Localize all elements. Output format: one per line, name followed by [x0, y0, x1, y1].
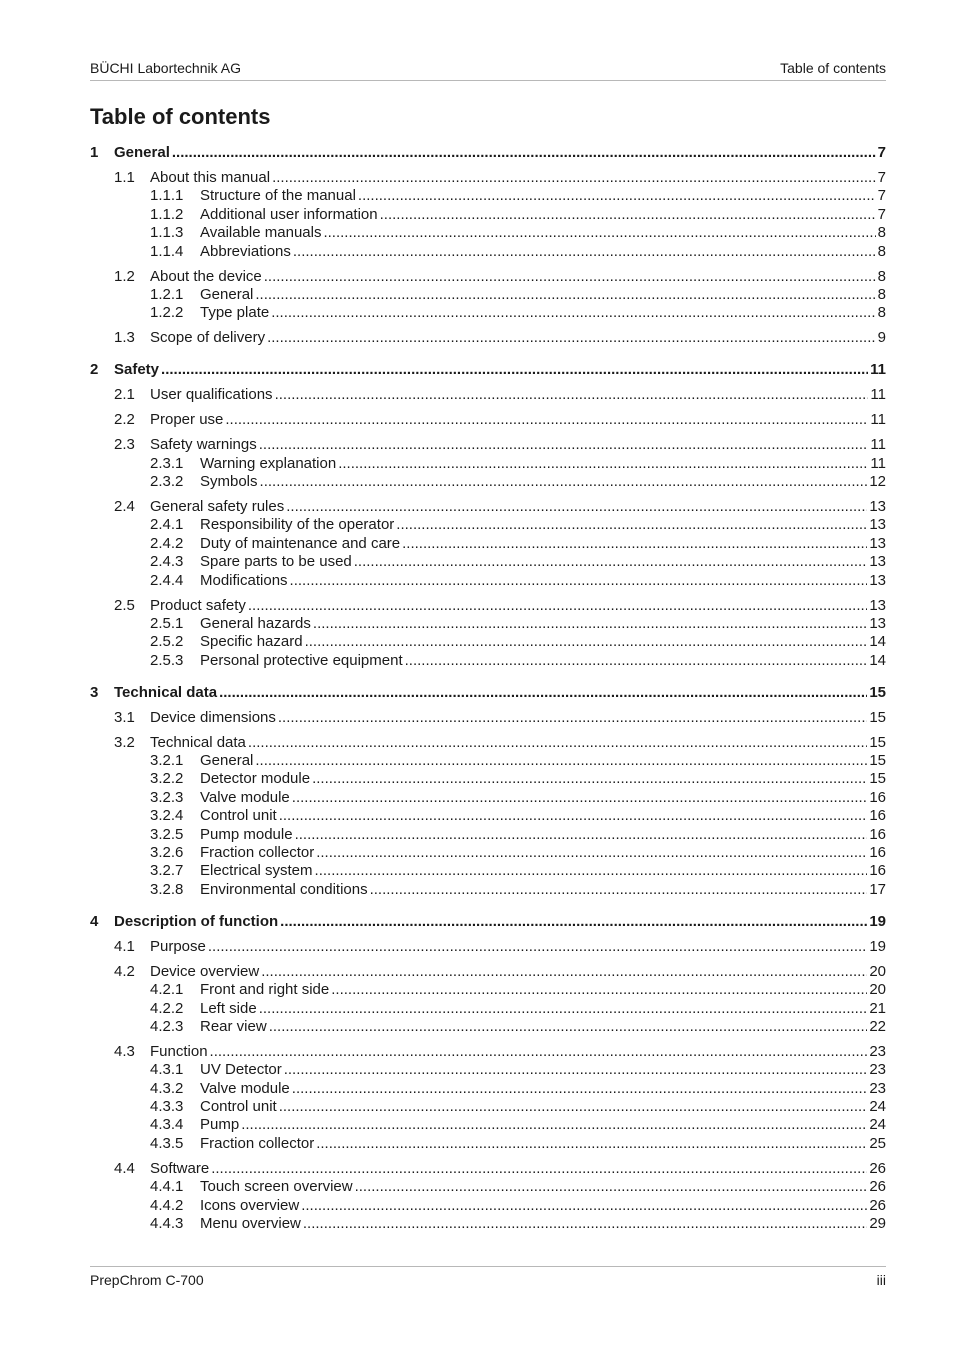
toc-entry[interactable] [90, 807, 886, 825]
toc-dot-leader [275, 386, 869, 404]
toc-dot-leader [354, 553, 868, 571]
toc-entry[interactable] [90, 144, 886, 162]
toc-dot-leader [161, 361, 868, 379]
toc-entry-title: General [200, 285, 254, 303]
toc-entry-number: 1 [90, 144, 99, 161]
toc-entry[interactable] [90, 1215, 886, 1233]
toc-entry-number: 4.3.3 [150, 1098, 184, 1116]
toc-entry[interactable] [90, 709, 886, 727]
toc-entry-page: 15 [869, 733, 886, 751]
toc-entry[interactable] [90, 329, 886, 347]
toc-entry-page: 13 [869, 553, 886, 571]
toc-entry-page: 8 [877, 285, 886, 303]
header-section: Table of contents [780, 60, 886, 76]
toc-entry-number: 1.1.4 [150, 242, 184, 260]
toc-entry-page: 14 [869, 651, 886, 669]
toc-dot-leader [284, 1061, 868, 1079]
toc-entry[interactable] [90, 615, 886, 633]
toc-entry-title: Detector module [200, 770, 311, 788]
toc-dot-leader [260, 473, 868, 491]
toc-entry[interactable] [90, 844, 886, 862]
toc-entry[interactable] [90, 633, 886, 651]
toc-entry-title: Function [150, 1042, 208, 1060]
toc-entry-number: 4.2 [114, 962, 135, 980]
toc-dot-leader [248, 597, 867, 615]
toc-dot-leader [286, 498, 867, 516]
toc-entry[interactable] [90, 455, 886, 473]
toc-dot-leader [210, 1043, 868, 1061]
toc-entry-number: 4.4.2 [150, 1196, 184, 1214]
toc-entry[interactable] [90, 187, 886, 205]
toc-dot-leader [261, 963, 867, 981]
toc-entry-page: 9 [877, 329, 886, 347]
toc-dot-leader [323, 224, 875, 242]
toc-entry-page: 16 [869, 825, 886, 843]
toc-entry-number: 3.1 [114, 708, 135, 726]
toc-entry-page: 20 [869, 962, 886, 980]
toc-entry-title: Technical data [114, 683, 218, 701]
toc-entry-page: 11 [870, 454, 886, 472]
toc-dot-leader [267, 329, 876, 347]
toc-entry[interactable] [90, 652, 886, 670]
toc-entry[interactable] [90, 981, 886, 999]
toc-entry-number: 4.2.2 [150, 999, 184, 1017]
toc-entry-title: Pump module [200, 825, 293, 843]
toc-dot-leader [293, 243, 876, 261]
toc-entry[interactable] [90, 1178, 886, 1196]
table-of-contents [90, 144, 886, 1233]
toc-entry-page: 23 [869, 1079, 886, 1097]
toc-dot-leader [358, 187, 876, 205]
toc-entry-title: Available manuals [200, 224, 322, 242]
toc-entry-page: 23 [869, 1061, 886, 1079]
toc-entry-page: 29 [869, 1215, 886, 1233]
toc-entry-page: 7 [877, 187, 886, 205]
toc-dot-leader [241, 1116, 867, 1134]
toc-entry-page: 11 [870, 386, 886, 404]
toc-entry-page: 8 [877, 267, 886, 285]
toc-entry-page: 16 [869, 788, 886, 806]
toc-entry-title: Environmental conditions [200, 880, 368, 898]
toc-entry-title: Symbols [200, 473, 258, 491]
toc-entry[interactable] [90, 1000, 886, 1018]
toc-entry-number: 4.4.1 [150, 1178, 184, 1196]
toc-entry[interactable] [90, 1116, 886, 1134]
toc-entry[interactable] [90, 963, 886, 981]
footer-product: PrepChrom C-700 [90, 1272, 204, 1288]
toc-entry-page: 21 [869, 999, 886, 1017]
toc-dot-leader [292, 789, 868, 807]
toc-entry-title: Control unit [200, 807, 277, 825]
toc-entry-page: 15 [869, 708, 886, 726]
toc-entry-title: Fraction collector [200, 1134, 315, 1152]
toc-entry[interactable] [90, 1018, 886, 1036]
toc-entry-title: Pump [200, 1116, 240, 1134]
toc-dot-leader [208, 938, 867, 956]
toc-entry-title: UV Detector [200, 1061, 282, 1079]
toc-entry[interactable] [90, 1197, 886, 1215]
toc-entry-page: 13 [869, 516, 886, 534]
toc-entry[interactable] [90, 1061, 886, 1079]
toc-entry-title: Spare parts to be used [200, 553, 352, 571]
toc-dot-leader [219, 684, 867, 702]
toc-entry[interactable] [90, 411, 886, 429]
toc-entry[interactable] [90, 386, 886, 404]
toc-entry-page: 7 [877, 205, 886, 223]
toc-entry-title: Electrical system [200, 862, 313, 880]
toc-entry-title: Device overview [150, 962, 260, 980]
toc-entry-number: 4.3.5 [150, 1134, 184, 1152]
toc-entry[interactable] [90, 597, 886, 615]
toc-entry-number: 1.2.2 [150, 304, 184, 322]
toc-dot-leader [370, 881, 868, 899]
toc-entry-page: 16 [869, 862, 886, 880]
toc-entry-number: 2.1 [114, 386, 135, 404]
toc-dot-leader [292, 1080, 868, 1098]
toc-entry-number: 4.3.4 [150, 1116, 184, 1134]
toc-entry-title: General safety rules [150, 498, 285, 515]
toc-entry-number: 3.2.6 [150, 844, 184, 862]
toc-entry-title: Scope of delivery [150, 329, 266, 347]
toc-entry[interactable] [90, 770, 886, 788]
toc-entry-number: 2.3.1 [150, 454, 184, 472]
toc-entry-number: 3.2.3 [150, 788, 184, 806]
toc-entry[interactable] [90, 826, 886, 844]
toc-dot-leader [280, 913, 867, 931]
toc-dot-leader [405, 652, 868, 670]
toc-entry-page: 20 [869, 981, 886, 999]
toc-dot-leader [312, 770, 867, 788]
toc-entry-title: Icons overview [200, 1196, 300, 1214]
toc-entry[interactable] [90, 734, 886, 752]
toc-dot-leader [305, 633, 868, 651]
toc-dot-leader [315, 862, 868, 880]
toc-entry-page: 14 [869, 633, 886, 651]
toc-entry-title: Specific hazard [200, 633, 303, 651]
toc-dot-leader [278, 709, 867, 727]
toc-entry-number: 2.5.3 [150, 651, 184, 669]
toc-entry[interactable] [90, 684, 886, 702]
toc-dot-leader [255, 286, 875, 304]
toc-entry-title: Technical data [150, 733, 246, 751]
toc-entry[interactable] [90, 206, 886, 224]
toc-entry-number: 4.2.3 [150, 1017, 184, 1035]
toc-dot-leader [269, 1018, 868, 1036]
toc-entry-title: Front and right side [200, 981, 330, 999]
toc-entry[interactable] [90, 913, 886, 931]
toc-entry-title: Left side [200, 999, 257, 1017]
toc-entry-title: Modifications [200, 571, 288, 589]
toc-entry-page: 26 [869, 1178, 886, 1196]
toc-entry-page: 13 [869, 614, 886, 632]
toc-entry-title: About this manual [150, 168, 271, 186]
toc-dot-leader [355, 1178, 868, 1196]
toc-entry-page: 25 [869, 1134, 886, 1152]
toc-entry-page: 15 [869, 683, 886, 701]
toc-entry-title: Proper use [150, 411, 224, 429]
toc-entry-number: 3.2.5 [150, 825, 184, 843]
toc-entry-title: Valve module [200, 788, 290, 806]
toc-dot-leader [338, 455, 868, 473]
toc-entry-page: 11 [870, 436, 886, 454]
toc-entry-number: 2.4.1 [150, 516, 184, 534]
toc-entry[interactable] [90, 169, 886, 187]
toc-entry-number: 1.2.1 [150, 285, 184, 303]
toc-entry-number: 2.5.1 [150, 614, 184, 632]
toc-entry[interactable] [90, 304, 886, 322]
toc-entry-page: 24 [869, 1098, 886, 1116]
toc-entry-title: Control unit [200, 1098, 277, 1116]
toc-entry-number: 3.2.2 [150, 770, 184, 788]
toc-dot-leader [396, 516, 867, 534]
toc-entry-number: 3 [90, 683, 99, 701]
toc-dot-leader [271, 304, 875, 322]
toc-entry-title: Personal protective equipment [200, 651, 403, 669]
toc-entry-number: 3.2 [114, 733, 135, 751]
toc-entry-title: Responsibility of the operator [200, 516, 395, 534]
toc-entry-page: 16 [869, 844, 886, 862]
toc-entry-number: 4.3.1 [150, 1061, 184, 1079]
toc-dot-leader [402, 535, 867, 553]
toc-entry[interactable] [90, 553, 886, 571]
toc-entry-page: 15 [869, 770, 886, 788]
toc-entry[interactable] [90, 1098, 886, 1116]
toc-entry-number: 4.2.1 [150, 981, 184, 999]
toc-entry[interactable] [90, 881, 886, 899]
toc-entry-title: Fraction collector [200, 844, 315, 862]
toc-entry-title: Rear view [200, 1017, 267, 1035]
toc-dot-leader [255, 752, 867, 770]
footer-page-number: iii [876, 1272, 886, 1288]
toc-entry-title: Safety [114, 361, 160, 379]
toc-entry-number: 2 [90, 361, 99, 379]
toc-entry-page: 8 [877, 224, 886, 242]
toc-entry[interactable] [90, 361, 886, 379]
toc-entry[interactable] [90, 498, 886, 516]
toc-entry-title: General [200, 752, 254, 770]
toc-entry-number: 4.1 [114, 937, 135, 955]
toc-entry-title: Device dimensions [150, 708, 276, 726]
toc-entry[interactable] [90, 938, 886, 956]
toc-entry-number: 2.3.2 [150, 473, 184, 491]
toc-dot-leader [380, 206, 876, 224]
toc-entry-page: 26 [869, 1159, 886, 1177]
toc-entry[interactable] [90, 789, 886, 807]
toc-entry-number: 3.2.8 [150, 880, 184, 898]
toc-entry[interactable] [90, 572, 886, 590]
toc-entry-title: Description of function [114, 912, 279, 930]
toc-entry-page: 13 [869, 498, 886, 515]
toc-entry-page: 24 [869, 1116, 886, 1134]
toc-entry-number: 4.3 [114, 1042, 135, 1060]
toc-entry-number: 2.4.4 [150, 571, 184, 589]
toc-entry[interactable] [90, 1043, 886, 1061]
toc-entry-title: Valve module [200, 1079, 290, 1097]
toc-entry-title: Touch screen overview [200, 1178, 353, 1196]
toc-entry-title: Safety warnings [150, 436, 257, 454]
toc-dot-leader [313, 615, 867, 633]
toc-dot-leader [301, 1197, 867, 1215]
toc-entry-number: 1.2 [114, 267, 135, 285]
toc-dot-leader [248, 734, 867, 752]
toc-entry-page: 7 [877, 144, 886, 161]
toc-dot-leader [172, 144, 876, 162]
toc-entry-number: 3.2.1 [150, 752, 184, 770]
toc-entry-page: 17 [869, 880, 886, 898]
toc-entry[interactable] [90, 1080, 886, 1098]
toc-dot-leader [264, 268, 876, 286]
toc-entry-page: 26 [869, 1196, 886, 1214]
toc-dot-leader [303, 1215, 867, 1233]
toc-entry-page: 11 [870, 411, 886, 429]
toc-entry-number: 4 [90, 912, 99, 930]
toc-entry-number: 1.1.2 [150, 205, 184, 223]
toc-entry-page: 23 [869, 1042, 886, 1060]
toc-entry-number: 1.1.1 [150, 187, 184, 205]
toc-entry[interactable] [90, 862, 886, 880]
toc-entry-title: Structure of the manual [200, 187, 356, 205]
toc-entry-title: About the device [150, 267, 262, 285]
toc-entry[interactable] [90, 286, 886, 304]
toc-entry-number: 3.2.4 [150, 807, 184, 825]
toc-dot-leader [225, 411, 868, 429]
toc-dot-leader [259, 1000, 868, 1018]
toc-entry-page: 16 [869, 807, 886, 825]
toc-entry-page: 13 [869, 571, 886, 589]
page-footer [90, 1266, 886, 1289]
toc-entry-number: 2.4.3 [150, 553, 184, 571]
page-title: Table of contents [90, 104, 271, 129]
toc-entry-number: 2.3 [114, 436, 135, 454]
toc-entry-title: Menu overview [200, 1215, 301, 1233]
toc-entry[interactable] [90, 436, 886, 454]
toc-entry-page: 8 [877, 304, 886, 322]
toc-entry-number: 1.3 [114, 329, 135, 347]
toc-entry-page: 11 [870, 361, 886, 379]
toc-dot-leader [211, 1160, 867, 1178]
toc-entry-number: 2.2 [114, 411, 135, 429]
toc-entry-number: 1.1 [114, 168, 135, 186]
toc-entry[interactable] [90, 516, 886, 534]
toc-dot-leader [272, 169, 876, 187]
toc-entry-title: General [114, 144, 170, 161]
toc-entry-title: Warning explanation [200, 454, 337, 472]
toc-dot-leader [279, 807, 868, 825]
toc-entry[interactable] [90, 535, 886, 553]
toc-entry[interactable] [90, 1160, 886, 1178]
page-header [90, 58, 886, 81]
toc-dot-leader [316, 844, 867, 862]
toc-entry-page: 22 [869, 1017, 886, 1035]
toc-entry[interactable] [90, 752, 886, 770]
toc-entry-number: 2.4 [114, 498, 135, 515]
toc-entry-title: Duty of maintenance and care [200, 534, 401, 552]
toc-entry-page: 13 [869, 596, 886, 614]
toc-entry[interactable] [90, 473, 886, 491]
toc-entry-page: 15 [869, 752, 886, 770]
toc-entry-page: 13 [869, 534, 886, 552]
toc-entry[interactable] [90, 1135, 886, 1153]
toc-entry-number: 1.1.3 [150, 224, 184, 242]
toc-entry[interactable] [90, 243, 886, 261]
toc-entry-number: 2.4.2 [150, 534, 184, 552]
toc-dot-leader [290, 572, 868, 590]
toc-entry-number: 4.4.3 [150, 1215, 184, 1233]
toc-entry-title: Additional user information [200, 205, 378, 223]
toc-entry-title: Product safety [150, 596, 246, 614]
toc-entry-title: Purpose [150, 937, 206, 955]
toc-entry[interactable] [90, 224, 886, 242]
toc-entry-number: 4.4 [114, 1159, 135, 1177]
toc-entry-page: 19 [869, 912, 886, 930]
toc-dot-leader [279, 1098, 868, 1116]
toc-entry-title: Abbreviations [200, 242, 291, 260]
toc-entry-number: 2.5 [114, 596, 135, 614]
toc-entry-page: 19 [869, 937, 886, 955]
toc-dot-leader [259, 436, 869, 454]
toc-entry-page: 7 [877, 168, 886, 186]
toc-entry-title: Software [150, 1159, 210, 1177]
header-company: BÜCHI Labortechnik AG [90, 60, 241, 76]
toc-entry-page: 8 [877, 242, 886, 260]
toc-entry-number: 3.2.7 [150, 862, 184, 880]
toc-entry-title: General hazards [200, 614, 311, 632]
toc-dot-leader [331, 981, 867, 999]
toc-entry-number: 4.3.2 [150, 1079, 184, 1097]
toc-dot-leader [316, 1135, 867, 1153]
toc-entry-page: 12 [869, 473, 886, 491]
toc-entry[interactable] [90, 268, 886, 286]
toc-entry-title: User qualifications [150, 386, 273, 404]
toc-dot-leader [295, 826, 868, 844]
toc-entry-title: Type plate [200, 304, 270, 322]
toc-entry-number: 2.5.2 [150, 633, 184, 651]
